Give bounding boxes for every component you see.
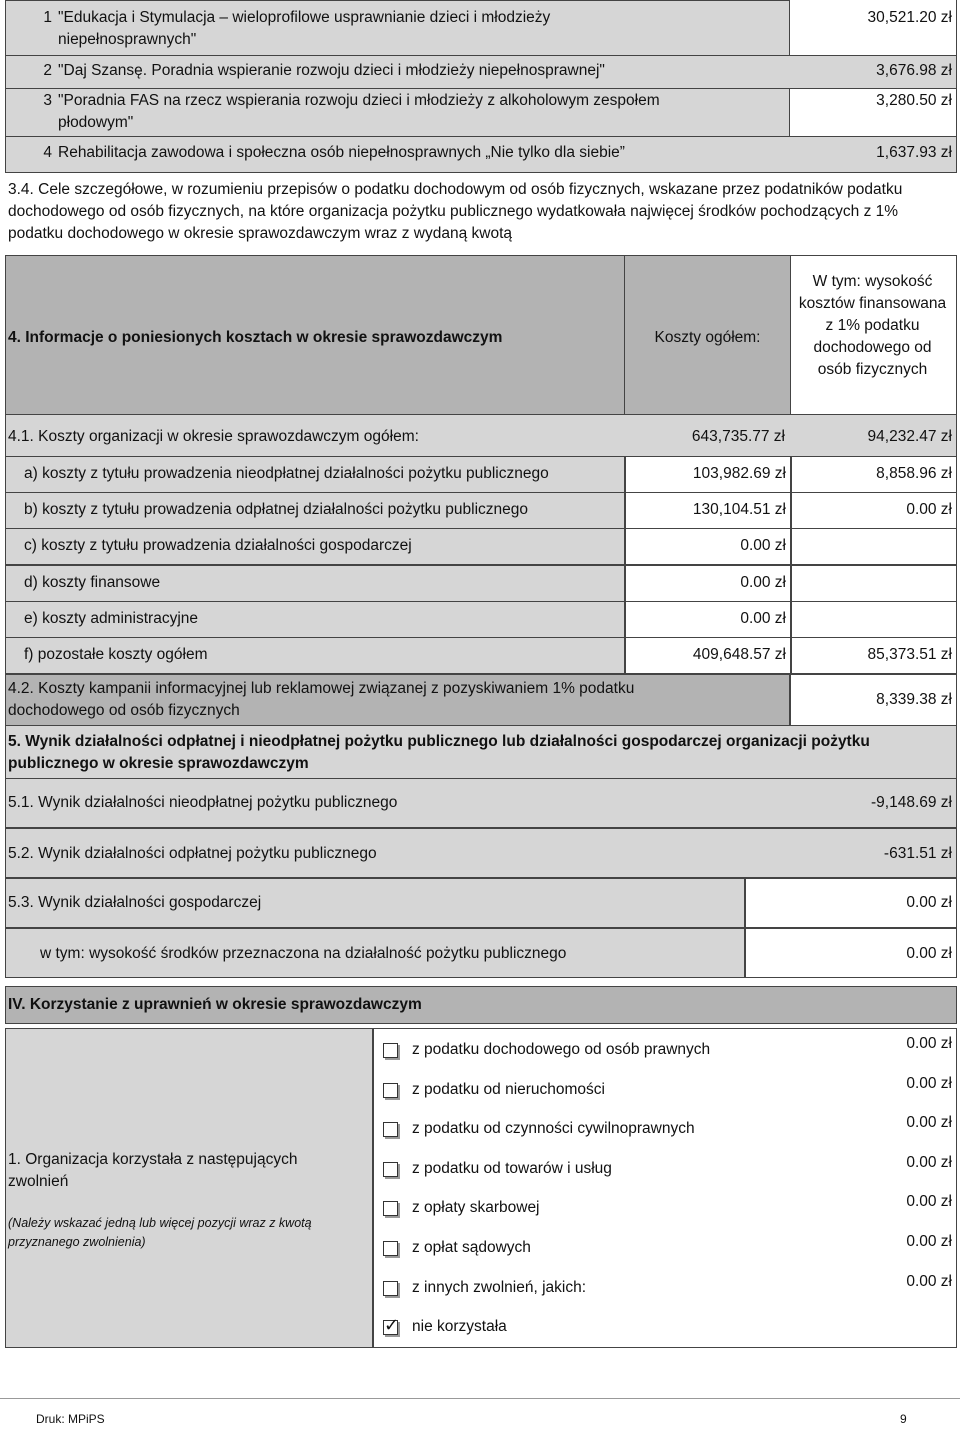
result-free-label: 5.1. Wynik działalności nieodpłatnej pożytku publicznego [8,794,398,811]
objective-text: "Poradnia FAS na rzecz wspierania rozwoju dzieci i młodzieży z alkoholowym zespołem płodowym" [58,92,660,131]
exemption-checkbox[interactable] [383,1320,398,1335]
objective-amount: 3,676.98 zł [876,62,952,79]
exemption-amount: 0.00 zł [906,1074,952,1092]
cost-row-total: 0.00 zł [740,537,786,554]
exemption-label: nie korzystała [412,1318,507,1336]
exemption-label: z podatku od nieruchomości [412,1080,606,1098]
cost-row-label: b) koszty z tytułu prowadzenia odpłatnej działalności pożytku publicznego [24,501,529,518]
exemption-checkbox[interactable] [383,1162,398,1177]
total-costs-value: 643,735.77 zł [691,428,785,445]
objective-text: "Edukacja i Stymulacja – wieloprofilowe usprawnianie dzieci i młodzieży niepełnosprawnych" [58,9,551,48]
exemptions-question: 1. Organizacja korzystała z następujących zwolnień [8,1151,298,1190]
campaign-label: 4.2. Koszty kampanii informacyjnej lub reklamowej związanej z pozyskiwaniem 1% podatku dochodowego od osób fizycznych [8,680,635,719]
result-business-label: 5.3. Wynik działalności gospodarczej [8,894,262,911]
exemption-checkbox[interactable] [383,1241,398,1256]
row-number: 4 [43,144,52,161]
result-free-value: -9,148.69 zł [871,794,952,811]
result-business-value: 0.00 zł [906,894,952,911]
exemption-amount: 0.00 zł [906,1153,952,1171]
objective-text: "Daj Szansę. Poradnia wspieranie rozwoju dzieci i młodzieży niepełnosprawnej" [58,62,605,79]
exemption-checkbox[interactable] [383,1043,398,1058]
result-business-pp-label: w tym: wysokość środków przeznaczona na działalność pożytku publicznego [40,945,567,962]
col-1pct-header: W tym: wysokość kosztów finansowana z 1% podatku dochodowego od osób fizycznych [798,273,947,378]
exemption-label: z innych zwolnień, jakich: [412,1278,587,1296]
row-number: 3 [43,92,52,109]
total-costs-label: 4.1. Koszty organizacji w okresie sprawozdawczym ogółem: [8,428,419,445]
exemption-amount: 0.00 zł [906,1272,952,1290]
cost-row-1pct: 85,373.51 zł [867,646,952,663]
objective-amount: 1,637.93 zł [876,144,952,161]
cost-row-label: f) pozostałe koszty ogółem [24,646,208,663]
footer-print: Druk: MPiPS [36,1412,105,1426]
cost-row-1pct: 8,858.96 zł [876,465,952,482]
exemption-amount: 0.00 zł [906,1193,952,1211]
section-iv-title: IV. Korzystanie z uprawnień w okresie sprawozdawczym [8,996,422,1013]
exemption-amount: 0.00 zł [906,1114,952,1132]
cost-row-total: 130,104.51 zł [692,501,786,518]
cost-row-total: 0.00 zł [740,574,786,591]
result-paid-label: 5.2. Wynik działalności odpłatnej pożytku publicznego [8,845,377,862]
exemptions-note: (Należy wskazać jedną lub więcej pozycji wraz z kwotą przyznanego zwolnienia) [8,1216,312,1249]
exemption-checkbox[interactable] [383,1083,398,1098]
results-title: 5. Wynik działalności odpłatnej i nieodpłatnej pożytku publicznego lub działalności gospodarczej organizacji pożytku publicznego w okresie sprawozdawczym [8,733,870,772]
result-business-pp-value: 0.00 zł [906,945,952,962]
exemption-label: z podatku dochodowego od osób prawnych [412,1041,711,1058]
exemption-amount: 0.00 zł [906,1035,952,1052]
cost-row-label: e) koszty administracyjne [24,610,199,627]
campaign-value: 8,339.38 zł [876,691,952,708]
total-costs-1pct: 94,232.47 zł [867,428,952,445]
exemption-checkbox[interactable] [383,1122,398,1137]
exemption-amount: 0.00 zł [906,1233,952,1250]
cost-row-total: 0.00 zł [740,610,786,627]
result-paid-value: -631.51 zł [883,845,952,862]
cost-row-total: 409,648.57 zł [692,646,786,663]
section-3-4-text: 3.4. Cele szczegółowe, w rozumieniu przepisów o podatku dochodowym od osób fizycznych, wskazane przez podatników podatku dochodowego od osób fizycznych, na które organizacja pożytku publicznego wydatkowała najwięcej środków pochodzących z 1% podatku dochodowego w okresie sprawozdawczym wraz z wydaną kwotą [8,181,903,242]
cost-row-label: d) koszty finansowe [24,574,161,591]
col-total-header: Koszty ogółem: [654,329,761,346]
exemption-label: z opłat sądowych [412,1239,531,1256]
exemption-label: z opłaty skarbowej [412,1199,540,1217]
cost-row-total: 103,982.69 zł [692,465,786,482]
cost-row-label: c) koszty z tytułu prowadzenia działalności gospodarczej [24,537,412,554]
page-number: 9 [900,1412,907,1426]
costs-title: 4. Informacje o poniesionych kosztach w okresie sprawozdawczym [8,329,503,346]
cost-row-1pct: 0.00 zł [906,501,952,518]
row-number: 1 [43,9,52,26]
row-number: 2 [43,62,52,79]
objective-text: Rehabilitacja zawodowa i społeczna osób niepełnosprawnych „Nie tylko dla siebie” [58,144,625,161]
exemption-checkbox[interactable] [383,1281,398,1296]
cost-row-label: a) koszty z tytułu prowadzenia nieodpłatnej działalności pożytku publicznego [24,465,549,482]
objective-amount: 30,521.20 zł [867,9,952,26]
objective-amount: 3,280.50 zł [876,92,952,109]
exemption-checkbox[interactable] [383,1201,398,1216]
exemption-label: z podatku od towarów i usług [412,1159,612,1177]
exemption-label: z podatku od czynności cywilnoprawnych [412,1120,695,1138]
